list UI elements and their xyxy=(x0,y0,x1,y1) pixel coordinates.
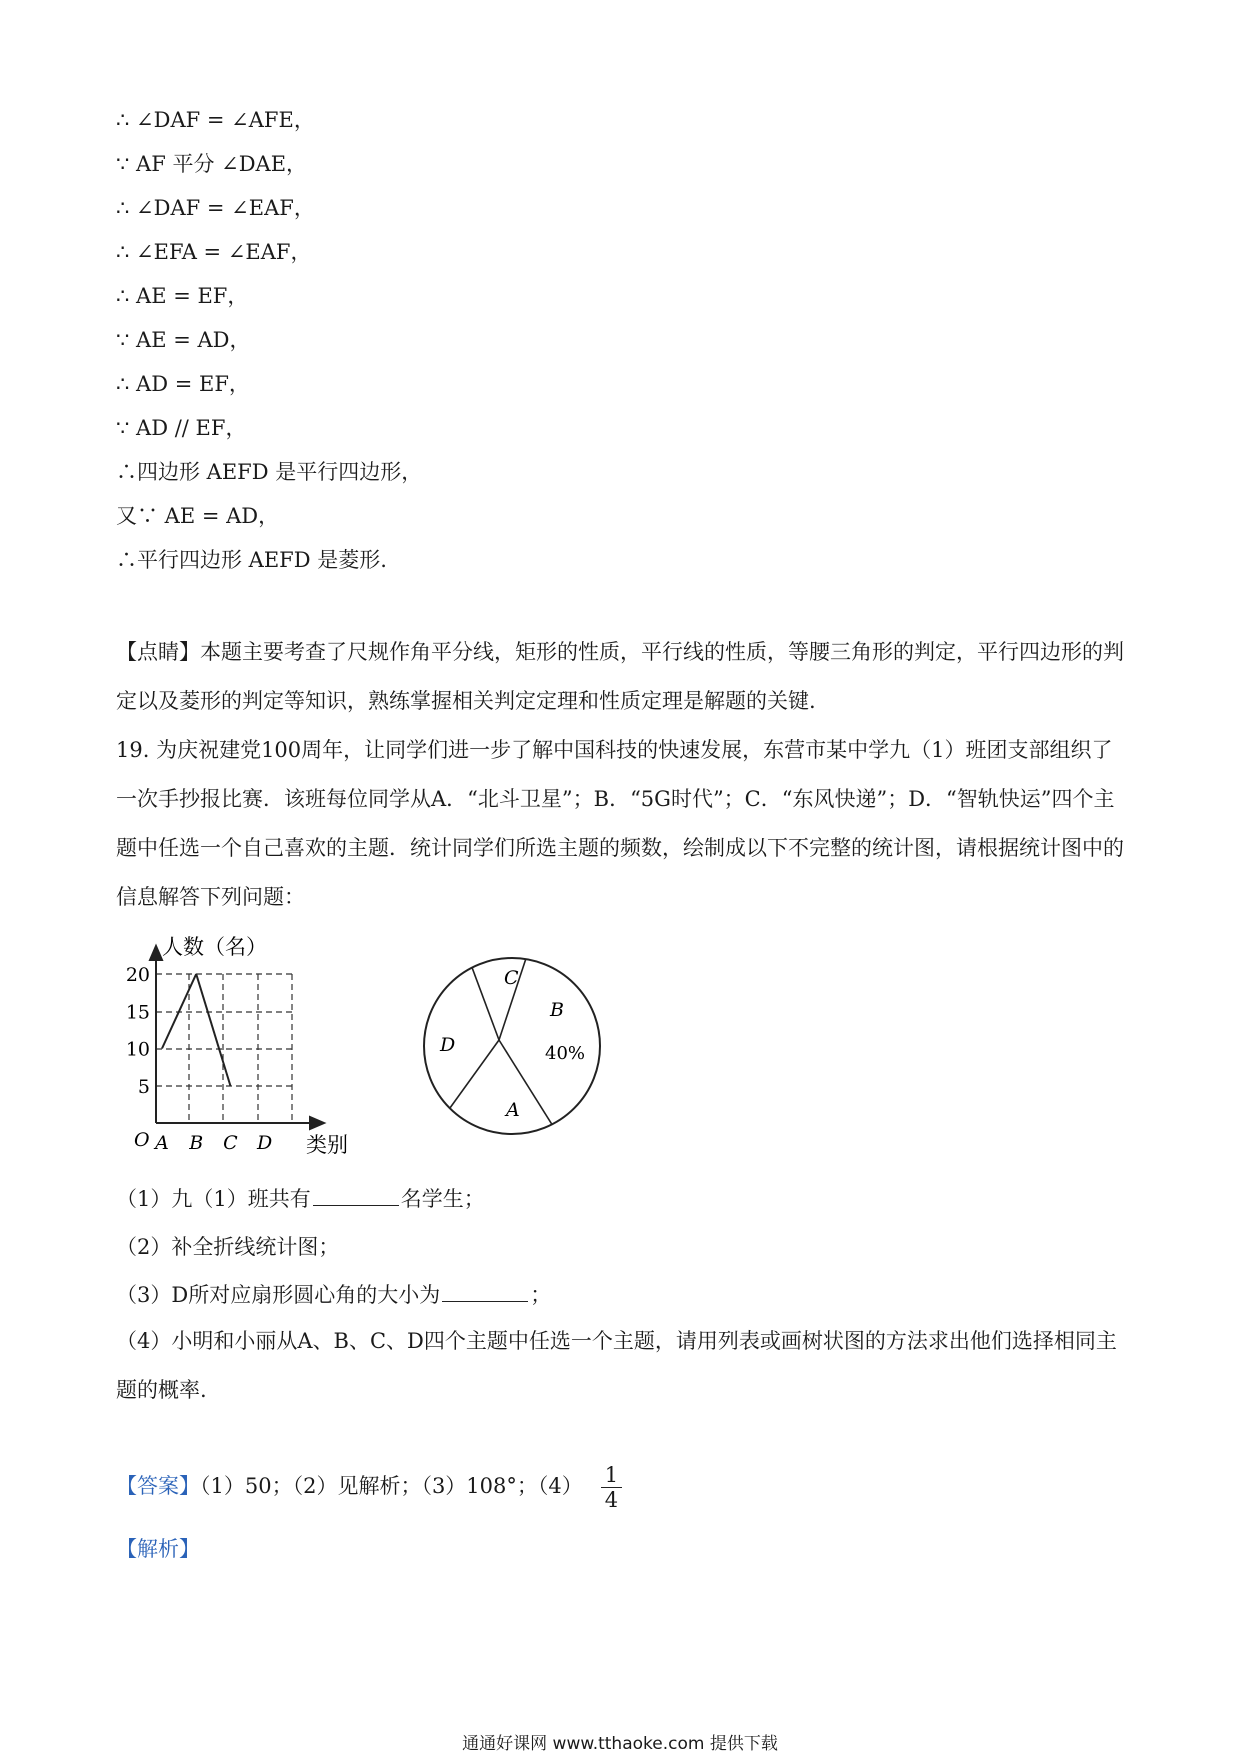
answer-tag: 【答案】 xyxy=(116,1474,200,1498)
sub-question-4: （4）小明和小丽从A、B、C、D四个主题中任选一个主题，请用列表或画树状图的方法求出他们选择相同主题的概率. xyxy=(116,1329,1117,1402)
analysis-tag: 【解析】 xyxy=(116,1537,200,1561)
series-segment xyxy=(162,974,196,1049)
sub-question-2: （2）补全折线统计图； xyxy=(116,1235,340,1259)
pie-label-c: C xyxy=(504,967,519,989)
x-tick-label: C xyxy=(223,1132,238,1154)
proof-line: ∴ AD = EF， xyxy=(116,372,250,396)
proof-line: ∵ AF 平分 ∠DAE， xyxy=(116,152,308,176)
pie-chart xyxy=(420,955,620,1155)
proof-line: 又∵ AE = AD， xyxy=(116,504,280,528)
chart-series xyxy=(162,974,230,1086)
x-tick-labels xyxy=(153,1132,272,1154)
answer-line xyxy=(116,1463,622,1512)
answer-blank[interactable] xyxy=(313,1185,399,1206)
answer-blank[interactable] xyxy=(442,1281,528,1302)
x-axis-label: 类别 xyxy=(306,1133,348,1157)
sub-question-1: （1）九（1）班共有 名学生； xyxy=(116,1187,485,1211)
proof-line: ∴ AE = EF， xyxy=(116,284,249,308)
proof-line: ∴平行四边形 AEFD 是菱形. xyxy=(116,548,387,572)
chart-grid xyxy=(156,974,292,1123)
answer-text: （1）50；（2）见解析；（3）108°；（4） xyxy=(200,1474,583,1498)
pie-label-d: D xyxy=(440,1034,456,1056)
y-tick-label: 15 xyxy=(125,1001,150,1024)
pie-slices xyxy=(450,959,552,1124)
proof-line: ∴四边形 AEFD 是平行四边形， xyxy=(116,460,423,484)
comment-paragraph xyxy=(116,628,1126,726)
proof-line: ∴ ∠EFA = ∠EAF， xyxy=(116,240,312,264)
proof-line: ∴ ∠DAF = ∠AFE， xyxy=(116,108,315,132)
x-axis-arrow xyxy=(310,1117,324,1129)
pie-percent-b: 40% xyxy=(545,1043,586,1064)
sub-question-3: （3）D所对应扇形圆心角的大小为 ； xyxy=(116,1283,552,1307)
series-segment xyxy=(196,974,230,1086)
comment-text: 本题主要考查了尺规作角平分线，矩形的性质，平行线的性质，等腰三角形的判定，平行四边形的判定以及菱形的判定等知识，熟练掌握相关判定定理和性质定理是解题的关键. xyxy=(116,640,1124,713)
pie-label-b: B xyxy=(550,999,564,1021)
y-axis-label: 人数（名） xyxy=(162,935,267,959)
page-footer: 通通好课网 www.tthaoke.com 提供下载 xyxy=(462,1734,778,1754)
proof-line: ∴ ∠DAF = ∠EAF， xyxy=(116,196,315,220)
line-chart xyxy=(120,930,380,1160)
pie-boundary-d xyxy=(450,1040,499,1108)
x-tick-label: D xyxy=(256,1132,273,1154)
x-tick-label: A xyxy=(155,1132,169,1154)
proof-line: ∵ AD // EF， xyxy=(116,416,247,440)
comment-tag: 【点睛】 xyxy=(116,640,200,664)
y-tick-label: 10 xyxy=(125,1038,150,1061)
x-tick-label: B xyxy=(189,1132,204,1154)
y-tick-label: 20 xyxy=(125,964,150,986)
y-tick-label: 5 xyxy=(137,1075,150,1098)
answer-fraction: $\frac{1}{4}$ xyxy=(601,1463,622,1512)
pie-boundary-c xyxy=(472,968,499,1040)
origin-label: O xyxy=(134,1129,150,1151)
proof-line: ∵ AE = AD， xyxy=(116,328,251,352)
question-intro: 19. 为庆祝建党100周年，让同学们进一步了解中国科技的快速发展，东营市某中学九（1）班团支部组织了一次手抄报比赛．该班每位同学从A．“北斗卫星”；B．“5G时代”；C．“东风快递”；D．“智轨快运”四个主题中任选一个自己喜欢的主题．统计同学们所选主题的频数，绘制成以下不完整的统计图，请根据统计图中的信息解答下列问题： xyxy=(116,738,1124,909)
pie-label-a: A xyxy=(506,1099,520,1121)
y-axis-arrow xyxy=(150,946,162,960)
y-tick-labels xyxy=(126,964,150,1098)
